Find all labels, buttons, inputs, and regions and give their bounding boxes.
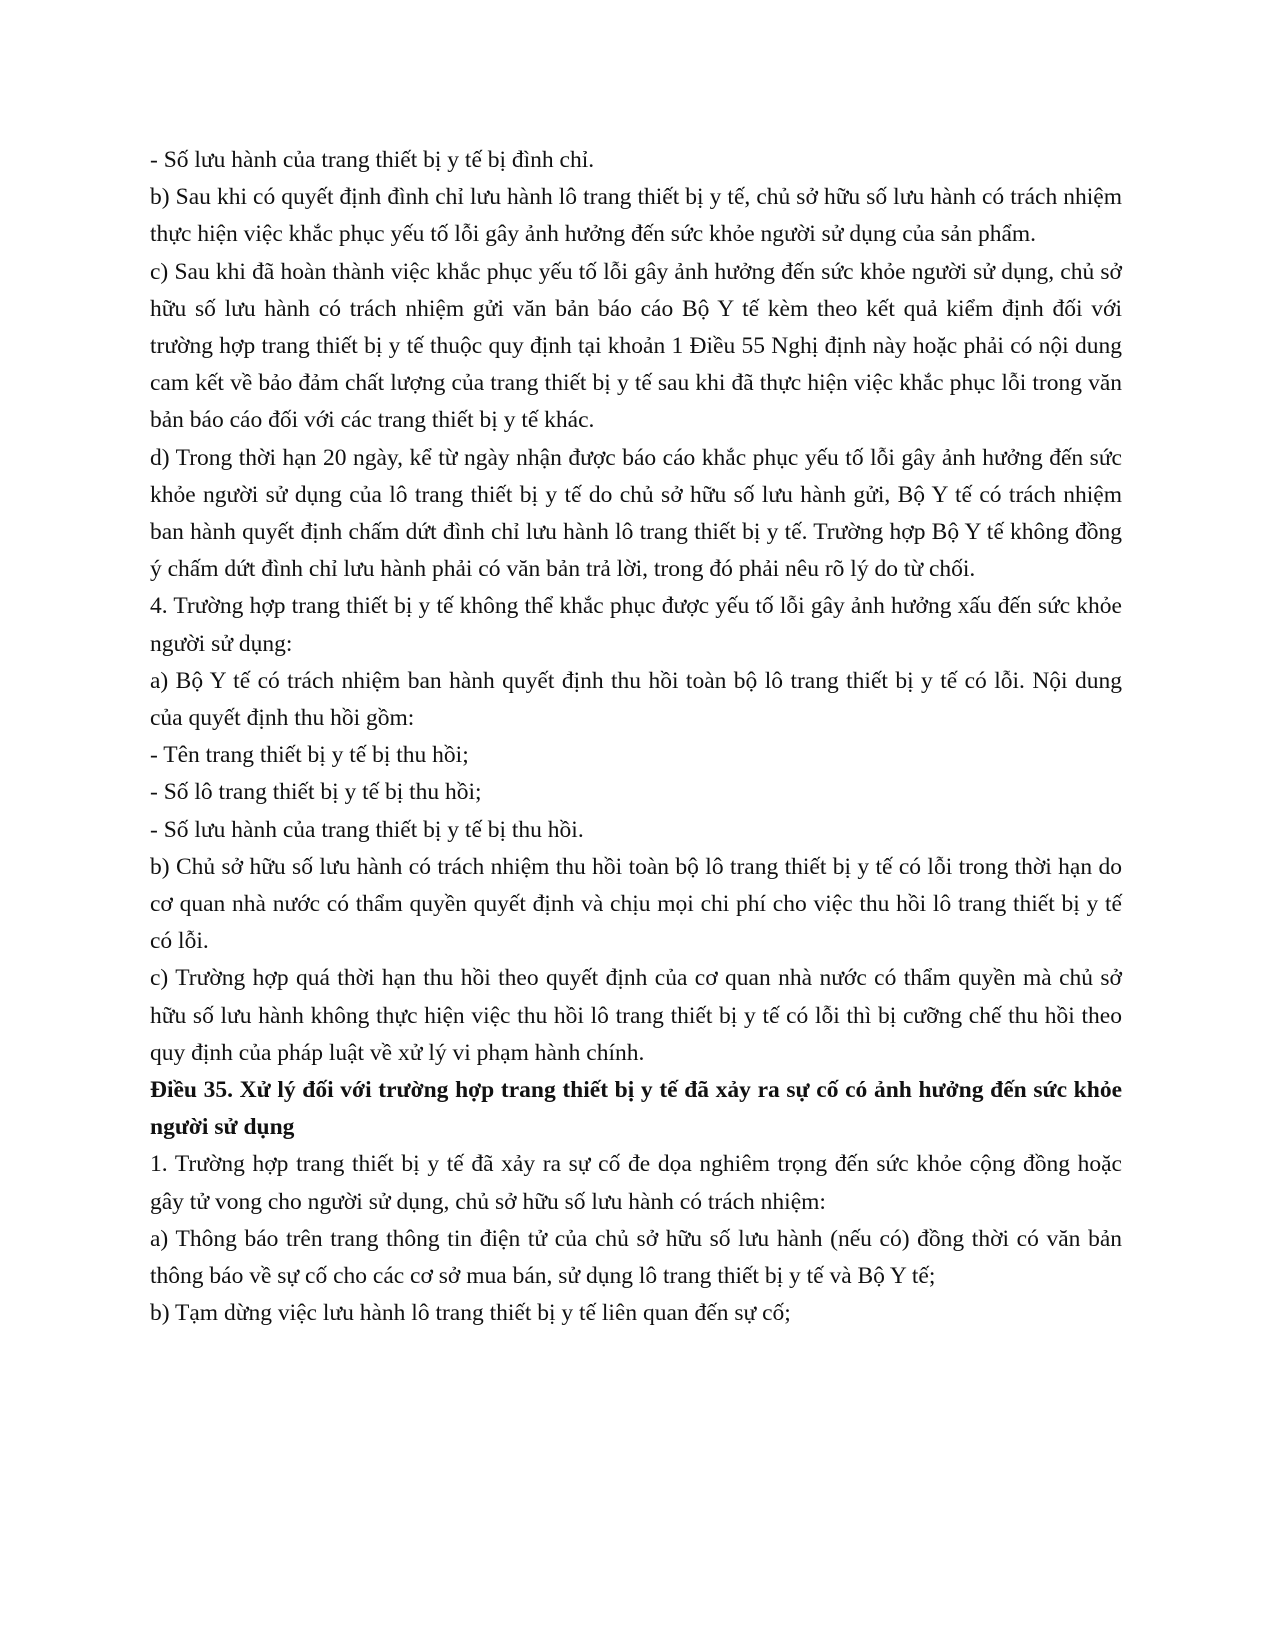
list-item-recalled-registration-number: - Số lưu hành của trang thiết bị y tế bị thu hồi. — [150, 816, 584, 843]
paragraph-4c: c) Trường hợp quá thời hạn thu hồi theo quyết định của cơ quan nhà nước có thẩm quyền mà chủ sở hữu số lưu hành không thực hiện việc thu hồi lô trang thiết bị y tế có lỗi thì bị cưỡng chế thu hồi theo quy định của pháp luật về xử lý vi phạm hành chính. — [150, 965, 1122, 1066]
article-35-heading: Điều 35. Xử lý đối với trường hợp trang thiết bị y tế đã xảy ra sự cố có ảnh hưởng đến sức khỏe người sử dụng — [150, 1077, 1122, 1141]
document-page — [150, 142, 1122, 1333]
paragraph-3b: b) Sau khi có quyết định đình chỉ lưu hành lô trang thiết bị y tế, chủ sở hữu số lưu hành có trách nhiệm thực hiện việc khắc phục yếu tố lỗi gây ảnh hưởng đến sức khỏe người sử dụng của sản phẩm. — [150, 184, 1122, 248]
paragraph-suspended-registration-number: - Số lưu hành của trang thiết bị y tế bị đình chỉ. — [150, 147, 595, 173]
list-item-recalled-device-name: - Tên trang thiết bị y tế bị thu hồi; — [150, 742, 469, 769]
paragraph-3d: d) Trong thời hạn 20 ngày, kể từ ngày nhận được báo cáo khắc phục yếu tố lỗi gây ảnh hưởng đến sức khỏe người sử dụng của lô trang thiết bị y tế do chủ sở hữu số lưu hành gửi, Bộ Y tế có trách nhiệm ban hành quyết định chấm dứt đình chỉ lưu hành lô trang thiết bị y tế. Trường hợp Bộ Y tế không đồng ý chấm dứt đình chỉ lưu hành phải có văn bản trả lời, trong đó phải nêu rõ lý do từ chối. — [150, 444, 1122, 583]
paragraph-article35-1b: b) Tạm dừng việc lưu hành lô trang thiết bị y tế liên quan đến sự cố; — [150, 1300, 791, 1327]
paragraph-article35-1a: a) Thông báo trên trang thông tin điện tử của chủ sở hữu số lưu hành (nếu có) đồng thời có văn bản thông báo về sự cố cho các cơ sở mua bán, sử dụng lô trang thiết bị y tế và Bộ Y tế; — [150, 1225, 1122, 1290]
paragraph-clause-4: 4. Trường hợp trang thiết bị y tế không thể khắc phục được yếu tố lỗi gây ảnh hưởng xấu đến sức khỏe người sử dụng: — [150, 593, 1122, 657]
paragraph-3c: c) Sau khi đã hoàn thành việc khắc phục yếu tố lỗi gây ảnh hưởng đến sức khỏe người sử dụng, chủ sở hữu số lưu hành có trách nhiệm gửi văn bản báo cáo Bộ Y tế kèm theo kết quả kiểm định đối với trường hợp trang thiết bị y tế thuộc quy định tại khoản 1 Điều 55 Nghị định này hoặc phải có nội dung cam kết về bảo đảm chất lượng của trang thiết bị y tế sau khi đã thực hiện việc khắc phục lỗi trong văn bản báo cáo đối với các trang thiết bị y tế khác. — [150, 258, 1122, 434]
paragraph-article35-clause-1: 1. Trường hợp trang thiết bị y tế đã xảy ra sự cố đe dọa nghiêm trọng đến sức khỏe cộng đồng hoặc gây tử vong cho người sử dụng, chủ sở hữu số lưu hành có trách nhiệm: — [150, 1151, 1122, 1215]
list-item-recalled-lot-number: - Số lô trang thiết bị y tế bị thu hồi; — [150, 779, 482, 806]
paragraph-4a: a) Bộ Y tế có trách nhiệm ban hành quyết định thu hồi toàn bộ lô trang thiết bị y tế có lỗi. Nội dung của quyết định thu hồi gồm: — [150, 667, 1122, 732]
paragraph-4b: b) Chủ sở hữu số lưu hành có trách nhiệm thu hồi toàn bộ lô trang thiết bị y tế có lỗi trong thời hạn do cơ quan nhà nước có thẩm quyền quyết định và chịu mọi chi phí cho việc thu hồi lô trang thiết bị y tế có lỗi. — [150, 853, 1122, 955]
